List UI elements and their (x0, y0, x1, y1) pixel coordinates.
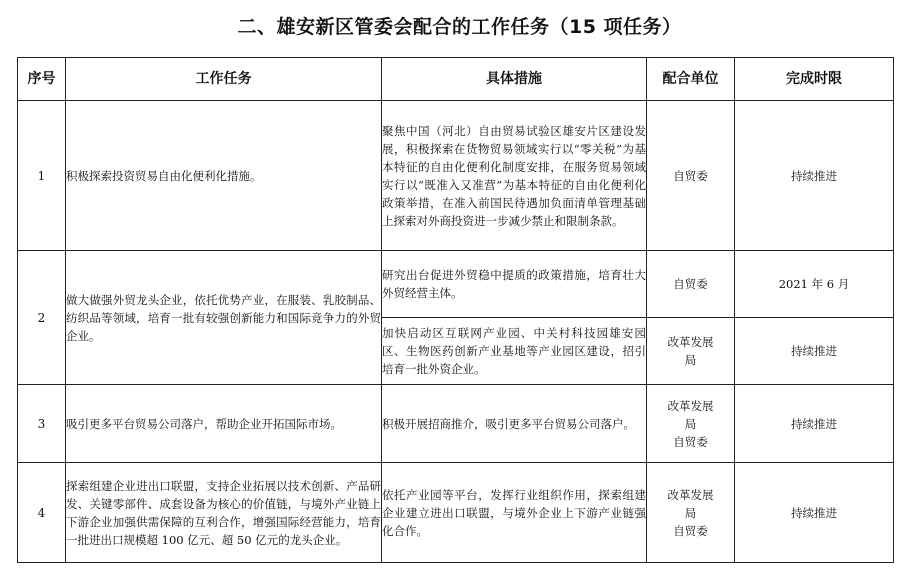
header-measure: 具体措施 (382, 58, 647, 101)
row-deadline: 持续推进 (735, 101, 894, 251)
table-row (18, 463, 894, 563)
table-row (18, 101, 894, 251)
row-measure: 聚焦中国（河北）自由贸易试验区雄安片区建设发展，积极探索在货物贸易领域实行以“零关税”为基本特征的自由化便利化制度安排，在服务贸易领域实行以“既准入又准营”为基本特征的自由化便利化政策举措，在准入前国民待遇加负面清单管理基础上探索对外商投资进一步减少禁止和限制条款。 (382, 101, 647, 251)
header-unit: 配合单位 (647, 58, 735, 101)
row-deadline: 持续推进 (735, 385, 894, 463)
row-unit: 改革发展 局 (647, 318, 735, 385)
row-seq: 1 (18, 101, 66, 251)
row-measure: 积极开展招商推介，吸引更多平台贸易公司落户。 (382, 385, 647, 463)
row-deadline: 持续推进 (735, 318, 894, 385)
row-unit: 自贸委 (647, 251, 735, 318)
header-deadline: 完成时限 (735, 58, 894, 101)
row-seq: 3 (18, 385, 66, 463)
row-unit: 自贸委 (647, 101, 735, 251)
header-row (18, 58, 894, 101)
page-title: 二、雄安新区管委会配合的工作任务（15 项任务） (237, 16, 682, 38)
row-unit: 改革发展 局 自贸委 (647, 385, 735, 463)
row-seq: 2 (18, 251, 66, 385)
row-measure: 研究出台促进外贸稳中提质的政策措施，培育壮大外贸经营主体。 (382, 251, 647, 318)
row-unit: 改革发展 局 自贸委 (647, 463, 735, 563)
header-task: 工作任务 (66, 58, 382, 101)
row-task: 吸引更多平台贸易公司落户，帮助企业开拓国际市场。 (66, 385, 382, 463)
table-row (18, 251, 894, 318)
row-task: 做大做强外贸龙头企业，依托优势产业，在服装、乳胶制品、纺织品等领域，培育一批有较强创新能力和国际竞争力的外贸企业。 (66, 251, 382, 385)
header-seq: 序号 (18, 58, 66, 101)
row-measure: 依托产业园等平台，发挥行业组织作用，探索组建企业建立进出口联盟，与境外企业上下游产业链强化合作。 (382, 463, 647, 563)
row-seq: 4 (18, 463, 66, 563)
table-row (18, 385, 894, 463)
row-measure: 加快启动区互联网产业园、中关村科技园雄安园区、生物医药创新产业基地等产业园区建设，招引培育一批外资企业。 (382, 318, 647, 385)
row-task: 探索组建企业进出口联盟，支持企业拓展以技术创新、产品研发、关键零部件、成套设备为核心的价值链，与境外产业链上下游企业加强供需保障的互利合作，增强国际经营能力，培育一批进出口规模超 100 亿元、超 50 亿元的龙头企业。 (66, 463, 382, 563)
row-deadline: 持续推进 (735, 463, 894, 563)
task-table (17, 57, 894, 563)
row-task: 积极探索投资贸易自由化便利化措施。 (66, 101, 382, 251)
row-deadline: 2021 年 6 月 (735, 251, 894, 318)
